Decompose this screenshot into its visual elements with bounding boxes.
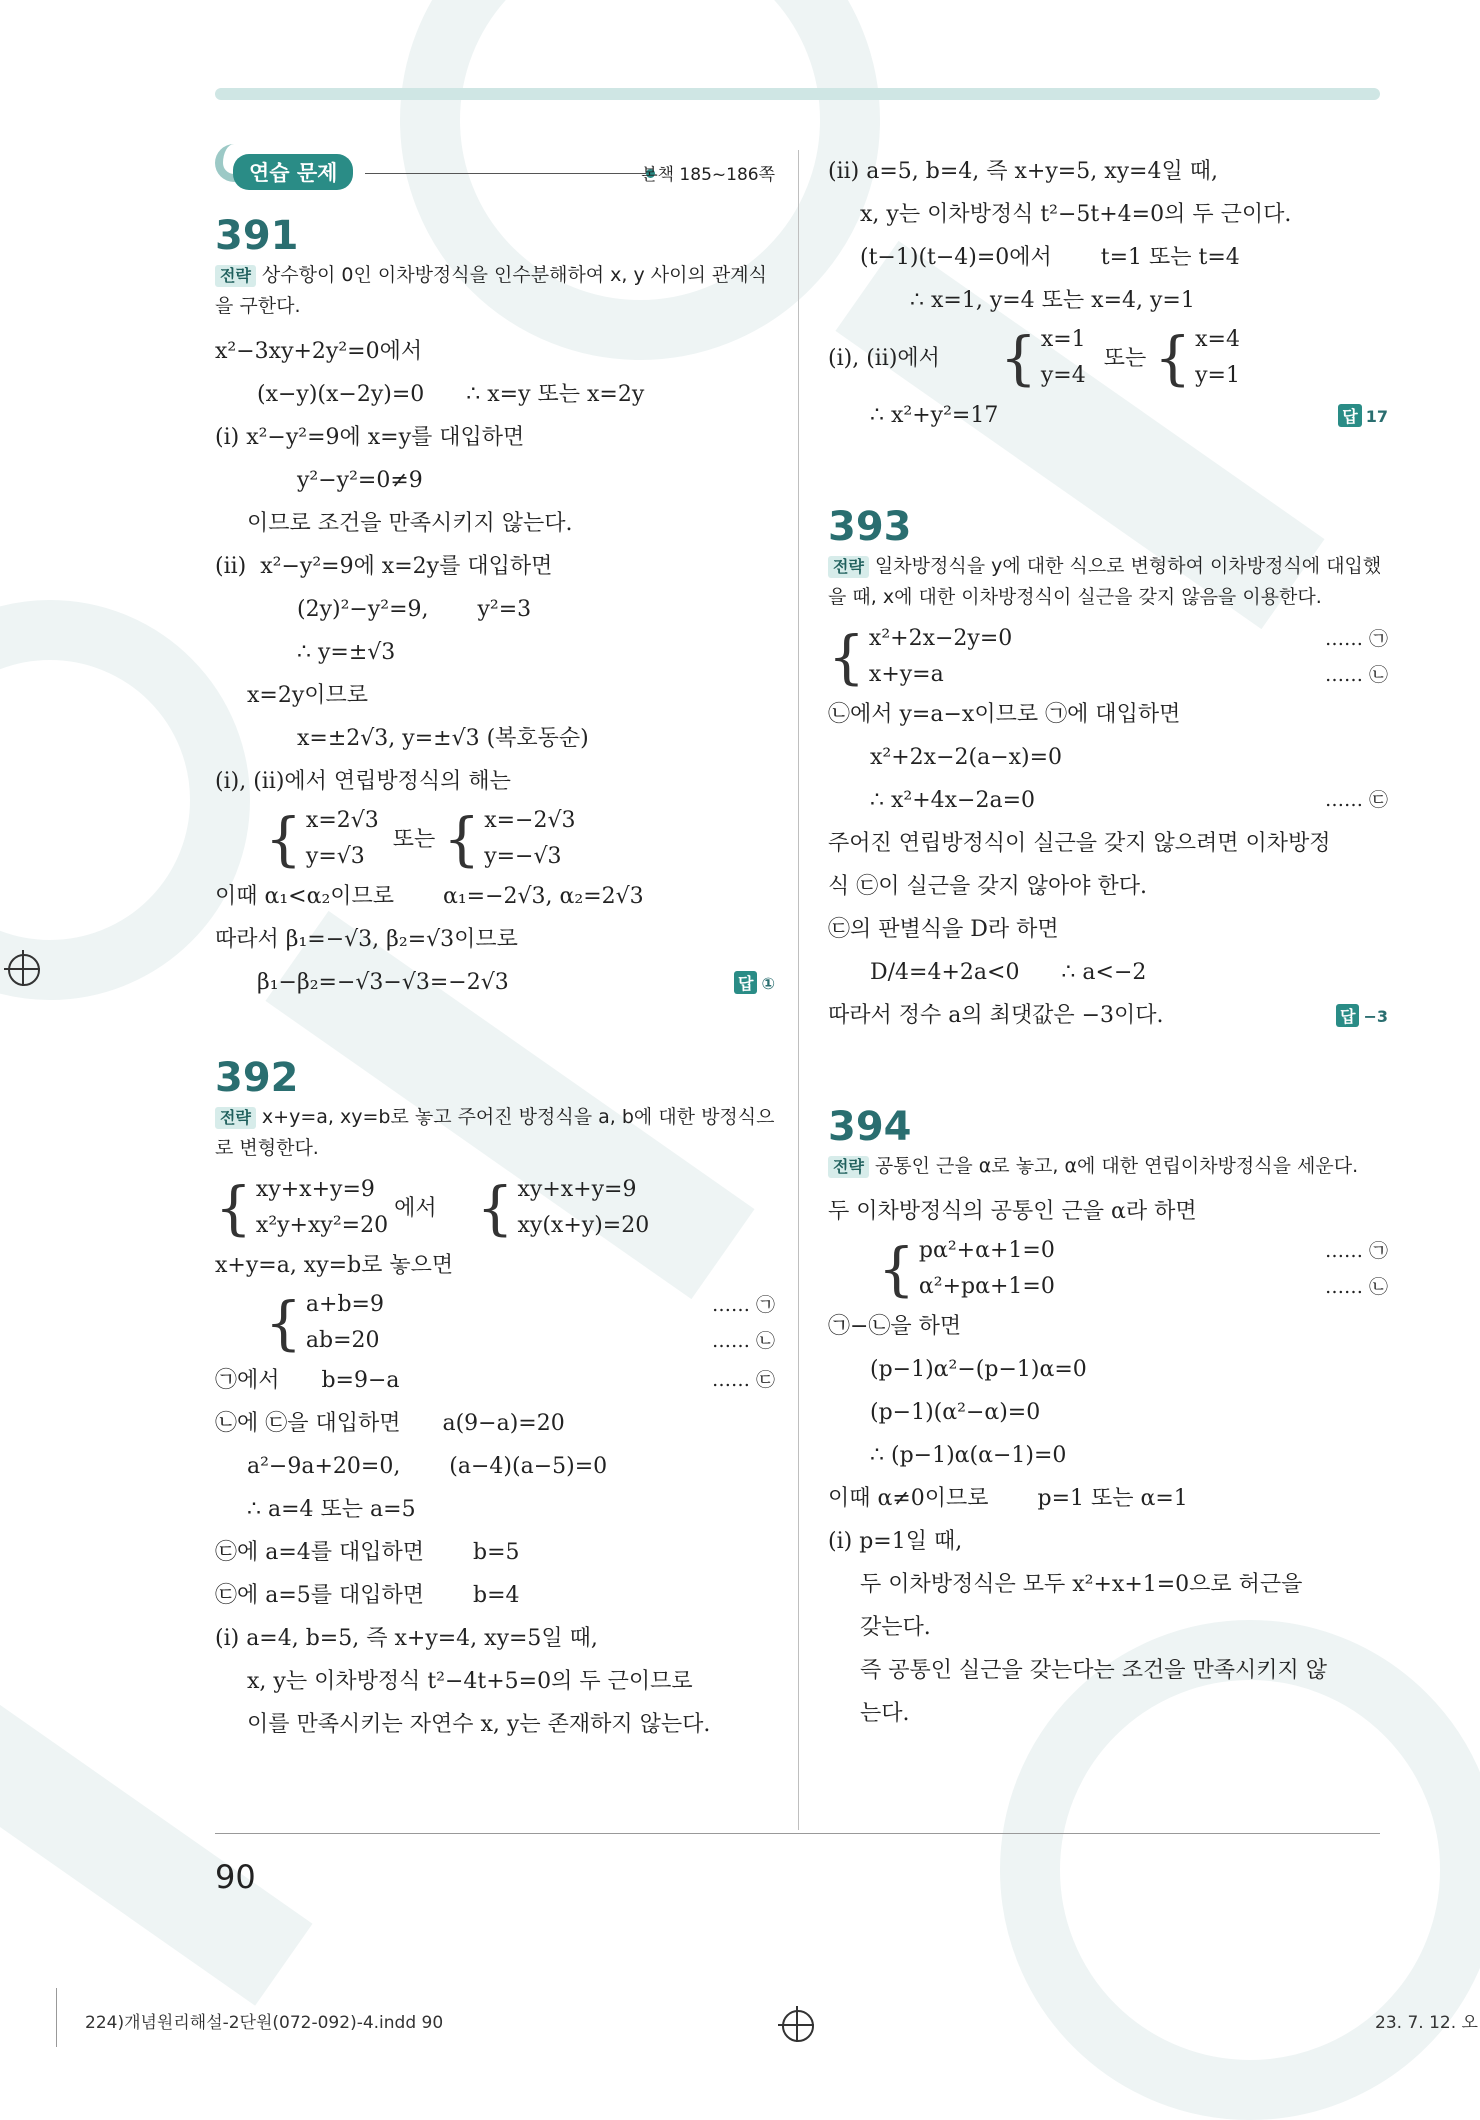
solution-line: ∴ a=4 또는 a=5: [247, 1497, 416, 1522]
strategy-tag: 전략: [828, 556, 869, 578]
solution-line: ∴ x²+4x−2a=0: [870, 788, 1036, 813]
solution-line: 갖는다.: [860, 1615, 931, 1640]
solution-line: (i) a=4, b=5, 즉 x+y=4, xy=5일 때,: [215, 1626, 598, 1651]
solution-line: 식 ㉢이 실근을 갖지 않아야 한다.: [828, 874, 1147, 899]
solution-line: a²−9a+20=0, (a−4)(a−5)=0: [247, 1454, 608, 1479]
answer-value: 17: [1365, 407, 1388, 426]
solution-line: (i), (ii)에서: [828, 345, 940, 371]
answer-value: −3: [1363, 1007, 1388, 1026]
section-header: [215, 150, 775, 190]
solution-line: ∴ y=±√3: [297, 640, 396, 665]
solution-line: x, y는 이차방정식 t²−5t+4=0의 두 근이다.: [860, 202, 1292, 227]
top-bar: [215, 88, 1380, 100]
strategy-tag: 전략: [828, 1156, 869, 1178]
right-column: [828, 150, 1388, 1735]
solution-line: ∴ x²+y²=17: [870, 403, 999, 428]
solution-line: 두 이차방정식은 모두 x²+x+1=0으로 허근을: [860, 1572, 1303, 1597]
section-badge: 연습 문제: [233, 154, 353, 190]
equation: xy(x+y)=20: [517, 1213, 650, 1238]
solution-line: (2y)²−y²=9, y²=3: [297, 597, 532, 622]
strategy-body: 상수항이 0인 이차방정식을 인수분해하여 x, y 사이의 관계식을 구한다.: [215, 264, 767, 317]
brace-icon: {: [1154, 324, 1192, 392]
solution-line: x²−3xy+2y²=0에서: [215, 339, 423, 364]
solution-line: 두 이차방정식의 공통인 근을 α라 하면: [828, 1199, 1197, 1224]
answer-row: [828, 394, 1388, 437]
equation: x=−2√3: [484, 808, 576, 833]
equation: xy+x+y=9: [517, 1177, 637, 1202]
equation-mark: …… ㉠: [711, 1294, 775, 1316]
strategy-text: [828, 1151, 1388, 1182]
equation-system: [828, 322, 1388, 394]
solution-line: y²−y²=0≠9: [297, 468, 423, 493]
solution-line: (t−1)(t−4)=0에서 t=1 또는 t=4: [860, 245, 1240, 270]
answer: [1338, 404, 1388, 427]
answer-tag: 답: [1338, 404, 1361, 427]
equation-mark: …… ㉢: [711, 1369, 775, 1391]
registration-mark-icon: [782, 2010, 814, 2042]
problem-number: 394: [828, 1104, 912, 1150]
equation: a+b=9: [305, 1292, 384, 1317]
solution-line: ㉠−㉡을 하면: [828, 1314, 962, 1339]
problem-number: 391: [215, 213, 299, 259]
equation-system: [828, 1233, 1388, 1305]
strategy-body: x+y=a, xy=b로 놓고 주어진 방정식을 a, b에 대한 방정식으로 변형한다.: [215, 1106, 775, 1159]
answer: [1336, 1004, 1388, 1027]
solution-line: ㉡에 ㉢을 대입하면 a(9−a)=20: [215, 1411, 565, 1436]
solution-line: 주어진 연립방정식이 실근을 갖지 않으려면 이차방정: [828, 831, 1331, 856]
solution-line: x, y는 이차방정식 t²−4t+5=0의 두 근이므로: [247, 1669, 693, 1694]
solution-line: ∴ (p−1)α(α−1)=0: [870, 1443, 1067, 1468]
strategy-tag: 전략: [215, 1107, 256, 1129]
equation-mark: …… ㉡: [1324, 664, 1388, 686]
solution-line: (ii) a=5, b=4, 즉 x+y=5, xy=4일 때,: [828, 159, 1218, 184]
solution-line: 즉 공통인 실근을 갖는다는 조건을 만족시키지 않: [860, 1658, 1328, 1683]
brace-icon: {: [443, 805, 481, 873]
equation: y=1: [1195, 363, 1240, 388]
suffix-text: 에서: [394, 1195, 437, 1221]
equation: xy+x+y=9: [255, 1177, 375, 1202]
bottom-rule: [215, 1833, 1380, 1834]
strategy-tag: 전략: [215, 265, 256, 287]
equation-mark: …… ㉢: [1324, 789, 1388, 811]
footer-date: 23. 7. 12. 오: [1375, 2013, 1478, 2033]
solution-line: ㉢에 a=5를 대입하면 b=4: [215, 1583, 520, 1608]
equation: y=√3: [305, 844, 365, 869]
equation: y=−√3: [484, 844, 562, 869]
equation: α²+pα+1=0: [918, 1274, 1055, 1299]
answer-tag: 답: [1336, 1004, 1359, 1027]
solution-line: ∴ x=1, y=4 또는 x=4, y=1: [910, 288, 1195, 313]
solution-line: 이를 만족시키는 자연수 x, y는 존재하지 않는다.: [247, 1712, 711, 1737]
brace-icon: {: [265, 1289, 302, 1357]
equation-system: [215, 1287, 775, 1359]
solution-line: ㉡에서 y=a−x이므로 ㉠에 대입하면: [828, 702, 1181, 727]
watermark-ring: [0, 600, 250, 1000]
equation: x=2√3: [305, 808, 379, 833]
answer-tag: 답: [734, 971, 757, 994]
solution-line: β₁−β₂=−√3−√3=−2√3: [257, 970, 509, 995]
equation: x²y+xy²=20: [255, 1213, 389, 1238]
equation: x=1: [1040, 327, 1086, 352]
solution-line: 이때 α≠0이므로 p=1 또는 α=1: [828, 1486, 1188, 1511]
column-divider: [798, 150, 799, 1830]
header-rule: [365, 173, 650, 174]
equation: x+y=a: [868, 662, 944, 687]
solution-line: (i) p=1일 때,: [828, 1529, 963, 1554]
solution-line: (x−y)(x−2y)=0 ∴ x=y 또는 x=2y: [257, 382, 645, 407]
equation-mark: …… ㉡: [1324, 1276, 1388, 1298]
brace-icon: {: [265, 805, 302, 873]
crop-mark: [56, 1988, 57, 2047]
strategy-body: 일차방정식을 y에 대한 식으로 변형하여 이차방정식에 대입했을 때, x에 대한 이차방정식이 실근을 갖지 않음을 이용한다.: [828, 555, 1382, 608]
equation: x²+2x−2y=0: [868, 626, 1013, 651]
or-text: 또는: [392, 826, 436, 852]
brace-icon: {: [828, 623, 865, 691]
solution-line: x²+2x−2(a−x)=0: [870, 745, 1063, 770]
strategy-body: 공통인 근을 α로 놓고, α에 대한 연립이차방정식을 세운다.: [874, 1155, 1359, 1177]
solution-line: x=2y이므로: [247, 683, 369, 708]
brace-icon: {: [476, 1174, 514, 1242]
solution-line: 는다.: [860, 1701, 910, 1726]
problem-number: 393: [828, 504, 912, 550]
solution-line: ㉢의 판별식을 D라 하면: [828, 917, 1059, 942]
equation-mark: …… ㉠: [1324, 1240, 1388, 1262]
answer: [734, 971, 775, 994]
solution-line: 따라서 정수 a의 최댓값은 −3이다.: [828, 1003, 1164, 1028]
equation: y=4: [1040, 363, 1086, 388]
solution-line: (i), (ii)에서 연립방정식의 해는: [215, 769, 511, 794]
solution-line: 이때 α₁<α₂이므로 α₁=−2√3, α₂=2√3: [215, 884, 644, 909]
answer-row: [828, 994, 1388, 1037]
equation-system: [215, 1172, 775, 1244]
solution-line: 이므로 조건을 만족시키지 않는다.: [247, 511, 573, 536]
registration-mark-icon: [8, 954, 40, 986]
solution-line: ㉢에 a=4를 대입하면 b=5: [215, 1540, 520, 1565]
solution-line: (p−1)α²−(p−1)α=0: [870, 1357, 1087, 1382]
equation-mark: …… ㉠: [1324, 628, 1388, 650]
solution-line: x+y=a, xy=b로 놓으면: [215, 1253, 454, 1278]
solution-line: (i) x²−y²=9에 x=y를 대입하면: [215, 425, 525, 450]
page-number: 90: [215, 1858, 256, 1896]
or-text: 또는: [1103, 345, 1147, 371]
solution-line: D/4=4+2a<0 ∴ a<−2: [870, 960, 1147, 985]
solution-line: x=±2√3, y=±√3 (복호동순): [297, 726, 589, 751]
equation-system: [828, 621, 1388, 693]
strategy-text: [215, 260, 775, 322]
answer-row: [215, 961, 775, 1004]
book-reference: 본책 185~186쪽: [641, 165, 775, 185]
solution-line: (ii) x²−y²=9에 x=2y를 대입하면: [215, 554, 553, 579]
equation: pα²+α+1=0: [918, 1238, 1055, 1263]
solution-line: (p−1)(α²−α)=0: [870, 1400, 1041, 1425]
equation-system: [215, 803, 775, 875]
brace-icon: {: [878, 1235, 915, 1303]
solution-line: ㉠에서 b=9−a: [215, 1368, 400, 1393]
strategy-text: [828, 551, 1388, 613]
brace-icon: {: [999, 324, 1037, 392]
answer-value: ①: [761, 974, 775, 993]
equation: ab=20: [305, 1328, 380, 1353]
equation: x=4: [1195, 327, 1240, 352]
solution-line: 따라서 β₁=−√3, β₂=√3이므로: [215, 927, 518, 952]
footer-filename: 224)개념원리해설-2단원(072-092)-4.indd 90: [85, 2013, 444, 2033]
problem-number: 392: [215, 1055, 299, 1101]
brace-icon: {: [215, 1174, 252, 1242]
equation-mark: …… ㉡: [711, 1330, 775, 1352]
left-column: [215, 150, 775, 1746]
strategy-text: [215, 1102, 775, 1164]
